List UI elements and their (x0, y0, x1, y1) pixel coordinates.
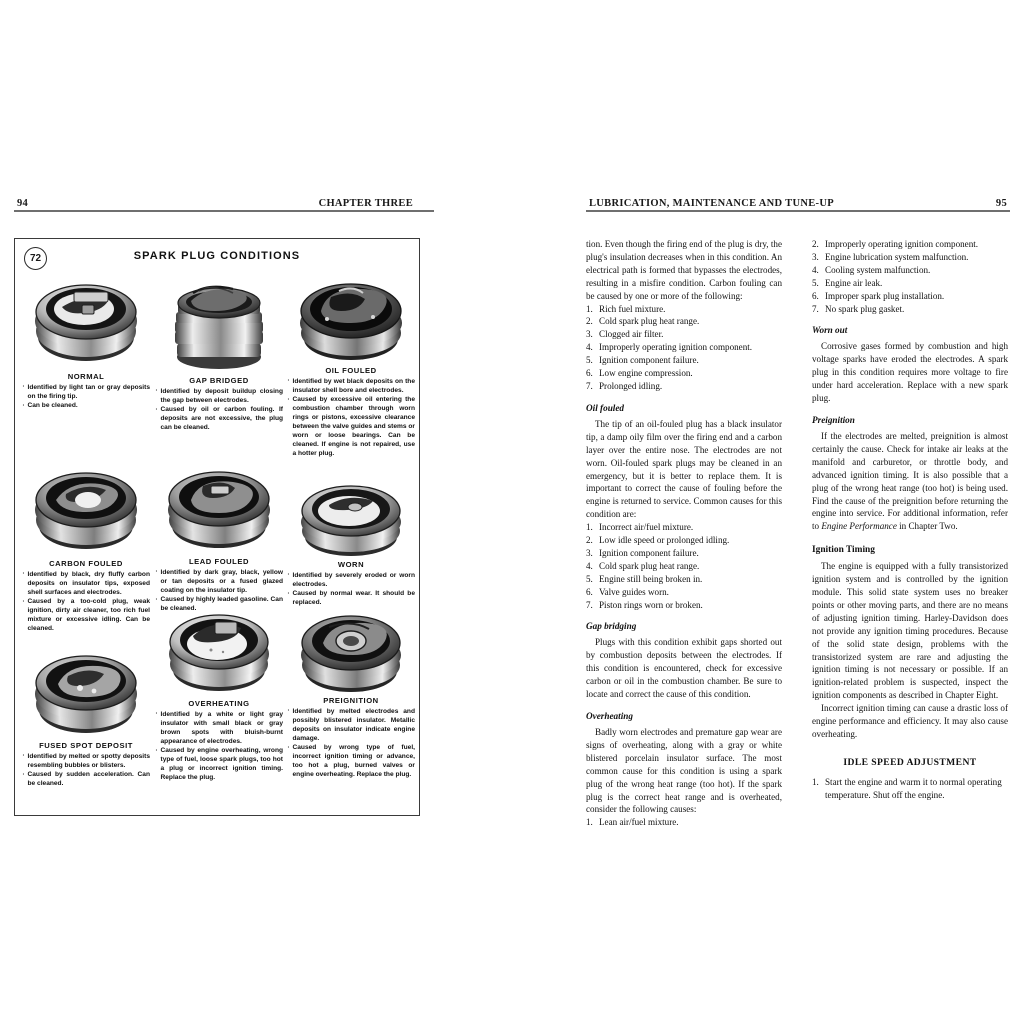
carbon-fouling-causes-list (586, 303, 782, 393)
caption-bullet: · Caused by engine overheating, wrong type of fuel, loose spark plugs, too hot a plug or incorrect ignition timing. Replace the plug. (155, 747, 283, 783)
list-number: 5. (812, 277, 819, 288)
list-number: 3. (586, 329, 593, 340)
subheading-oil-fouled: Oil fouled (586, 402, 625, 413)
figure-cell-preignition (287, 597, 415, 780)
list-item (812, 264, 1008, 277)
preignition-text-b: in Chapter Two. (896, 521, 958, 532)
spark-plug-photo-worn (287, 467, 415, 559)
list-text: Low idle speed or prolonged idling. (599, 535, 730, 546)
list-number: 3. (812, 251, 819, 262)
list-number: 2. (586, 316, 593, 327)
spark-plug-photo-lead-fouled (155, 452, 283, 556)
caption-bullet: · Identified by wet black deposits on the insulator shell bore and electrodes. (287, 378, 415, 396)
list-text: Improperly operating ignition component. (599, 342, 753, 353)
spark-plug-photo-gap-bridged (155, 271, 283, 375)
list-item (586, 341, 782, 354)
caption-bullet: · Identified by dark gray, black, yellow or tan deposits or a fused glazed coating on the insulator tip. (155, 569, 283, 596)
preignition-text-a: If the electrodes are melted, preignition is almost certainly the cause. Check for intake air leaks at the manifold and carburetor, or throttle body, and advanced ignition timing. It is also possible that a plug of the wrong heat range (too hot) is being used. Find the cause of the preignition before returning the engine into service. For additional information, refer to (812, 430, 1008, 532)
list-number: 1. (586, 522, 593, 533)
list-item (812, 290, 1008, 303)
caption-list-oil-fouled (287, 378, 415, 459)
caption-bullet: · Identified by deposit buildup closing the gap between electrodes. (155, 388, 283, 406)
list-number: 1. (812, 776, 819, 787)
list-item (586, 315, 782, 328)
caption-title-lead-fouled: LEAD FOULED (188, 557, 250, 566)
list-text: Piston rings worn or broken. (599, 599, 703, 610)
caption-bullet: · Caused by normal wear. It should be replaced. (287, 590, 415, 608)
overheating-paragraph: Badly worn electrodes and premature gap wear are signs of overheating, along with a gray or white blistered porcelain insulator surface. The most common cause for this condition is using a spark plug of the wrong heat range (too hot). If the spark plug is the correct heat range and is overheated, consider the following causes: (586, 727, 782, 815)
header-rule-left (14, 210, 434, 212)
list-text: Cooling system malfunction. (825, 264, 931, 275)
list-text: Improper spark plug installation. (825, 290, 945, 301)
figure-column-1 (22, 267, 150, 811)
caption-list-gap-bridged (155, 388, 283, 433)
running-head-left (14, 190, 434, 212)
figure-title: SPARK PLUG CONDITIONS (133, 250, 301, 262)
caption-bullet: · Identified by severely eroded or worn electrodes. (287, 572, 415, 590)
figure-column-2 (155, 267, 283, 811)
list-text: Lean air/fuel mixture. (599, 817, 679, 828)
list-text: Low engine compression. (599, 368, 693, 379)
caption-bullet: · Caused by highly leaded gasoline. Can be cleaned. (155, 596, 283, 614)
caption-bullet: · Identified by light tan or gray deposits on the firing tip. (22, 384, 150, 402)
chapter-title-left: CHAPTER THREE (316, 198, 416, 209)
list-number: 2. (812, 239, 819, 249)
caption-title-oil-fouled: OIL FOULED (325, 366, 377, 375)
list-text: Cold spark plug heat range. (599, 316, 700, 327)
list-item (586, 303, 782, 316)
list-number: 4. (812, 264, 819, 275)
list-text: Valve guides worn. (599, 586, 669, 597)
right-page-column-1 (586, 238, 782, 829)
worn-out-paragraph: Corrosive gases formed by combustion and high voltage sparks have eroded the electrodes. A spark plug in this condition requires more voltage to fire under hard acceleration. Replace with a new spark plug. (812, 341, 1008, 404)
list-text: Engine air leak. (825, 277, 883, 288)
list-number: 7. (586, 380, 593, 391)
list-item (812, 776, 1008, 802)
list-text: No spark plug gasket. (825, 303, 905, 314)
caption-bullet: · Can be cleaned. (22, 402, 150, 411)
figure-cell-normal (22, 267, 150, 412)
spark-plug-photo-overheating (155, 594, 283, 698)
list-number: 4. (586, 342, 593, 353)
list-number: 2. (586, 535, 593, 546)
idle-speed-steps-list (812, 776, 1008, 802)
figure-column-3 (287, 267, 415, 811)
subheading-preignition: Preignition (812, 414, 855, 425)
list-text: Start the engine and warm it to normal operating temperature. Shut off the engine. (825, 776, 1002, 800)
gap-bridging-paragraph: Plugs with this condition exhibit gaps shorted out by combustion deposits between the electrodes. If this condition is encountered, check for excessive carbon or oil in the combustion chamber. Be sure to locate and correct the cause of this condition. (586, 637, 782, 700)
caption-title-preignition: PREIGNITION (323, 696, 379, 705)
oil-fouled-paragraph: The tip of an oil-fouled plug has a black insulator tip, a damp oily film over the firing end and a carbon layer over the entire nose. The electrodes are not worn. Oil-fouled spark plugs may be cleaned in an emergency, but it is better to replace them. It is important to correct the cause of fouling before the engine is returned to service. Common causes for this condition are: (586, 418, 782, 520)
figure-cell-gap-bridged (155, 271, 283, 433)
caption-list-normal (22, 384, 150, 411)
list-text: Clogged air filter. (599, 329, 664, 340)
caption-list-overheating (155, 711, 283, 783)
list-item (586, 573, 782, 586)
list-number: 6. (586, 368, 593, 379)
list-item (586, 380, 782, 393)
subheading-gap-bridging: Gap bridging (586, 621, 637, 632)
caption-bullet: · Caused by sudden acceleration. Can be cleaned. (22, 771, 150, 789)
subheading-worn-out: Worn out (812, 325, 848, 336)
caption-title-fused-spot-deposit: FUSED SPOT DEPOSIT (39, 741, 133, 750)
overheating-causes-list-continued (812, 238, 1008, 315)
list-number: 7. (812, 303, 819, 314)
section-heading-idle-speed-adjustment: IDLE SPEED ADJUSTMENT (843, 756, 977, 768)
caption-bullet: · Caused by oil or carbon fouling. If deposits are not excessive, the plug can be cleaned. (155, 406, 283, 433)
list-item (586, 354, 782, 367)
list-item (586, 816, 782, 829)
list-number: 3. (586, 547, 593, 558)
running-head-right (586, 190, 1010, 212)
folio-right: 95 (993, 198, 1010, 209)
list-text: Rich fuel mixture. (599, 303, 666, 314)
list-item (812, 277, 1008, 290)
figure-grid (20, 267, 416, 811)
list-number: 6. (812, 290, 819, 301)
caption-list-preignition (287, 708, 415, 780)
list-text: Incorrect air/fuel mixture. (599, 522, 694, 533)
caption-bullet: · Caused by excessive oil entering the combustion chamber through worn rings or pistons, excessive clearance between the valve guides and stems or worn or loose bearings. Can be cleaned. If engine is not repaired, use a hotter plug. (287, 396, 415, 459)
chapter-title-right: LUBRICATION, MAINTENANCE AND TUNE-UP (586, 198, 837, 209)
subheading-ignition-timing: Ignition Timing (812, 545, 875, 556)
ignition-timing-paragraph-2: Incorrect ignition timing can cause a drastic loss of engine performance and efficiency. It may also cause overheating. (812, 703, 1008, 739)
spark-plug-photo-normal (22, 267, 150, 371)
right-page-column-2 (812, 238, 1008, 802)
caption-list-carbon-fouled (22, 571, 150, 634)
list-item (586, 560, 782, 573)
caption-bullet: · Caused by a too-cold plug, weak ignition, dirty air cleaner, too rich fuel mixture or excessive idling. Can be cleaned. (22, 598, 150, 634)
list-number: 4. (586, 560, 593, 571)
overheating-causes-list (586, 816, 782, 829)
figure-cell-overheating (155, 594, 283, 783)
ignition-timing-paragraph-1: The engine is equipped with a fully transistorized ignition system and is controlled by the ignition module. This solid state system uses no breaker points or other moving parts, and there are no means of adjusting ignition timing. Harley-Davidson does not provide any ignition timing procedures. Because of the solid state design, problems with the transistorized system are rare and adjusting the ignition timing is not necessary or possible. If an ignition-related problem is suspected, inspect the ignition components as described in Chapter Eight. (812, 561, 1008, 701)
list-item (586, 547, 782, 560)
caption-list-fused-spot-deposit (22, 753, 150, 789)
caption-bullet: · Identified by a white or light gray insulator with small black or gray brown spots with bluish-burnt appearance of electrodes. (155, 711, 283, 747)
caption-title-normal: NORMAL (67, 372, 105, 381)
caption-title-overheating: OVERHEATING (188, 699, 250, 708)
figure-72-spark-plug-conditions (14, 238, 420, 816)
caption-title-gap-bridged: GAP BRIDGED (189, 376, 249, 385)
spark-plug-photo-carbon-fouled (22, 454, 150, 558)
caption-bullet: · Identified by melted or spotty deposits resembling bubbles or blisters. (22, 753, 150, 771)
spark-plug-photo-fused-spot-deposit (22, 636, 150, 740)
preignition-reference-italic: Engine Performance (821, 521, 897, 532)
figure-cell-oil-fouled (287, 267, 415, 459)
list-number: 5. (586, 355, 593, 366)
header-rule-right (586, 210, 1010, 212)
list-text: Cold spark plug heat range. (599, 560, 700, 571)
folio-left: 94 (14, 198, 31, 209)
list-number: 7. (586, 599, 593, 610)
figure-number-badge: 72 (24, 247, 47, 270)
caption-title-carbon-fouled: CARBON FOULED (49, 559, 123, 568)
list-item (812, 303, 1008, 316)
subheading-overheating: Overheating (586, 711, 633, 721)
caption-bullet: · Identified by melted electrodes and possibly blistered insulator. Metallic deposits on insulator indicate engine damage. (287, 708, 415, 744)
carryover-paragraph: tion. Even though the firing end of the plug is dry, the plug's insulation decreases when in this condition. An electrical path is formed that bypasses the electrodes, resulting in a misfire condition. Carbon fouling can be caused by one or more of the following: (586, 239, 782, 301)
preignition-paragraph (812, 430, 1008, 533)
list-item (586, 599, 782, 612)
figure-cell-carbon-fouled (22, 454, 150, 634)
list-item (586, 534, 782, 547)
spark-plug-photo-preignition (287, 597, 415, 695)
spark-plug-photo-oil-fouled (287, 267, 415, 365)
list-item (586, 367, 782, 380)
list-text: Ignition component failure. (599, 547, 699, 558)
figure-cell-lead-fouled (155, 452, 283, 614)
figure-cell-fused-spot-deposit (22, 636, 150, 790)
caption-title-worn: WORN (337, 560, 365, 569)
list-item (586, 521, 782, 534)
caption-bullet: · Caused by wrong type of fuel, incorrect ignition timing or advance, too hot a plug, burned valves or engine overheating. Replace the plug. (287, 744, 415, 780)
list-number: 1. (586, 303, 593, 314)
list-item (586, 328, 782, 341)
list-number: 5. (586, 573, 593, 584)
oil-fouled-causes-list (586, 521, 782, 611)
list-number: 1. (586, 817, 593, 828)
list-text: Engine still being broken in. (599, 573, 703, 584)
list-item (812, 238, 1008, 251)
list-text: Improperly operating ignition component. (825, 239, 979, 249)
list-item (586, 586, 782, 599)
list-text: Engine lubrication system malfunction. (825, 251, 969, 262)
list-text: Ignition component failure. (599, 355, 699, 366)
list-item (812, 251, 1008, 264)
list-text: Prolonged idling. (599, 380, 663, 391)
caption-bullet: · Identified by black, dry fluffy carbon deposits on insulator tips, exposed shell surfaces and electrodes. (22, 571, 150, 598)
figure-cell-worn (287, 467, 415, 609)
list-number: 6. (586, 586, 593, 597)
